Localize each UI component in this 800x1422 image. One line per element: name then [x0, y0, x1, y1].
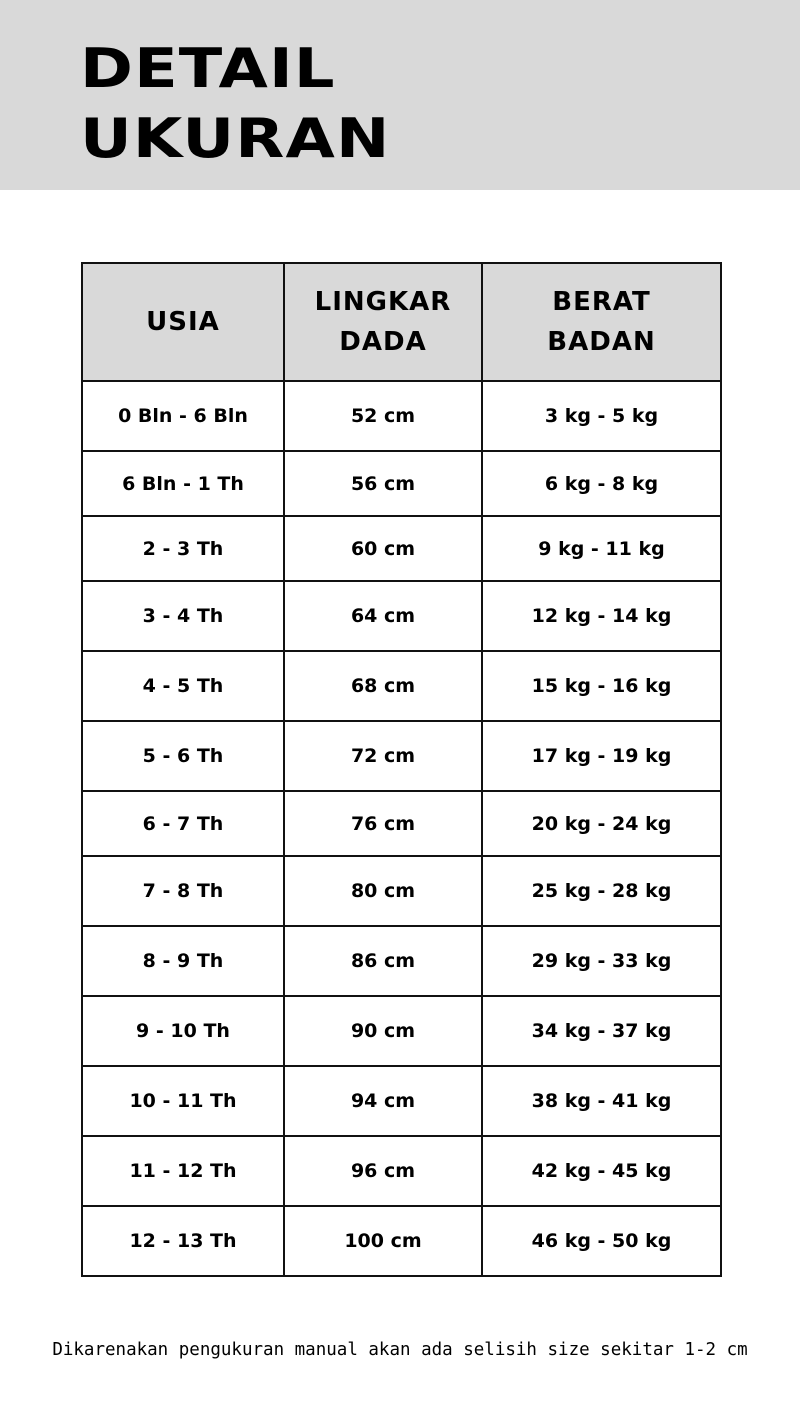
cell-berat-badan: 38 kg - 41 kg: [482, 1066, 721, 1136]
cell-lingkar-dada: 64 cm: [284, 581, 482, 651]
column-header-usia-label: USIA: [146, 307, 220, 337]
cell-lingkar-dada: 68 cm: [284, 651, 482, 721]
size-chart-table: [81, 262, 722, 1277]
cell-lingkar-dada: 86 cm: [284, 926, 482, 996]
cell-berat-badan: 17 kg - 19 kg: [482, 721, 721, 791]
cell-berat-badan: 12 kg - 14 kg: [482, 581, 721, 651]
table-row: [82, 381, 721, 451]
table-body: [82, 381, 721, 1276]
cell-usia: 10 - 11 Th: [82, 1066, 284, 1136]
cell-lingkar-dada: 96 cm: [284, 1136, 482, 1206]
cell-usia: 12 - 13 Th: [82, 1206, 284, 1276]
table-row: [82, 451, 721, 516]
table-row: [82, 1066, 721, 1136]
footnote: Dikarenakan pengukuran manual akan ada selisih size sekitar 1-2 cm: [52, 1340, 748, 1360]
cell-lingkar-dada: 60 cm: [284, 516, 482, 581]
column-header-lingkar-dada: [284, 263, 482, 381]
table-header-row: [82, 263, 721, 381]
cell-usia: 0 Bln - 6 Bln: [82, 381, 284, 451]
cell-usia: 11 - 12 Th: [82, 1136, 284, 1206]
cell-usia: 4 - 5 Th: [82, 651, 284, 721]
cell-berat-badan: 29 kg - 33 kg: [482, 926, 721, 996]
cell-berat-badan: 46 kg - 50 kg: [482, 1206, 721, 1276]
cell-lingkar-dada: 80 cm: [284, 856, 482, 926]
table-row: [82, 581, 721, 651]
table-row: [82, 516, 721, 581]
cell-berat-badan: 34 kg - 37 kg: [482, 996, 721, 1066]
cell-usia: 6 Bln - 1 Th: [82, 451, 284, 516]
table-row: [82, 1206, 721, 1276]
cell-berat-badan: 25 kg - 28 kg: [482, 856, 721, 926]
cell-berat-badan: 9 kg - 11 kg: [482, 516, 721, 581]
header-band: [0, 0, 800, 190]
cell-lingkar-dada: 52 cm: [284, 381, 482, 451]
column-header-lingkar-line1: LINGKAR: [314, 287, 452, 317]
cell-berat-badan: 20 kg - 24 kg: [482, 791, 721, 856]
page-title: [80, 34, 391, 174]
cell-lingkar-dada: 72 cm: [284, 721, 482, 791]
cell-berat-badan: 3 kg - 5 kg: [482, 381, 721, 451]
column-header-berat-line1: BERAT: [552, 287, 651, 317]
cell-lingkar-dada: 94 cm: [284, 1066, 482, 1136]
cell-usia: 2 - 3 Th: [82, 516, 284, 581]
cell-usia: 5 - 6 Th: [82, 721, 284, 791]
table-row: [82, 996, 721, 1066]
cell-lingkar-dada: 76 cm: [284, 791, 482, 856]
column-header-berat-line2: BADAN: [547, 327, 656, 357]
table-row: [82, 1136, 721, 1206]
page-title-line1: DETAIL: [80, 37, 336, 100]
column-header-lingkar-line2: DADA: [339, 327, 427, 357]
table-row: [82, 721, 721, 791]
cell-lingkar-dada: 100 cm: [284, 1206, 482, 1276]
cell-usia: 9 - 10 Th: [82, 996, 284, 1066]
cell-berat-badan: 15 kg - 16 kg: [482, 651, 721, 721]
page-title-line2: UKURAN: [80, 107, 391, 170]
cell-lingkar-dada: 56 cm: [284, 451, 482, 516]
table-row: [82, 651, 721, 721]
cell-berat-badan: 6 kg - 8 kg: [482, 451, 721, 516]
cell-usia: 6 - 7 Th: [82, 791, 284, 856]
column-header-usia: [82, 263, 284, 381]
table-row: [82, 856, 721, 926]
table-row: [82, 791, 721, 856]
cell-usia: 3 - 4 Th: [82, 581, 284, 651]
cell-berat-badan: 42 kg - 45 kg: [482, 1136, 721, 1206]
cell-lingkar-dada: 90 cm: [284, 996, 482, 1066]
cell-usia: 8 - 9 Th: [82, 926, 284, 996]
table-row: [82, 926, 721, 996]
column-header-berat-badan: [482, 263, 721, 381]
cell-usia: 7 - 8 Th: [82, 856, 284, 926]
